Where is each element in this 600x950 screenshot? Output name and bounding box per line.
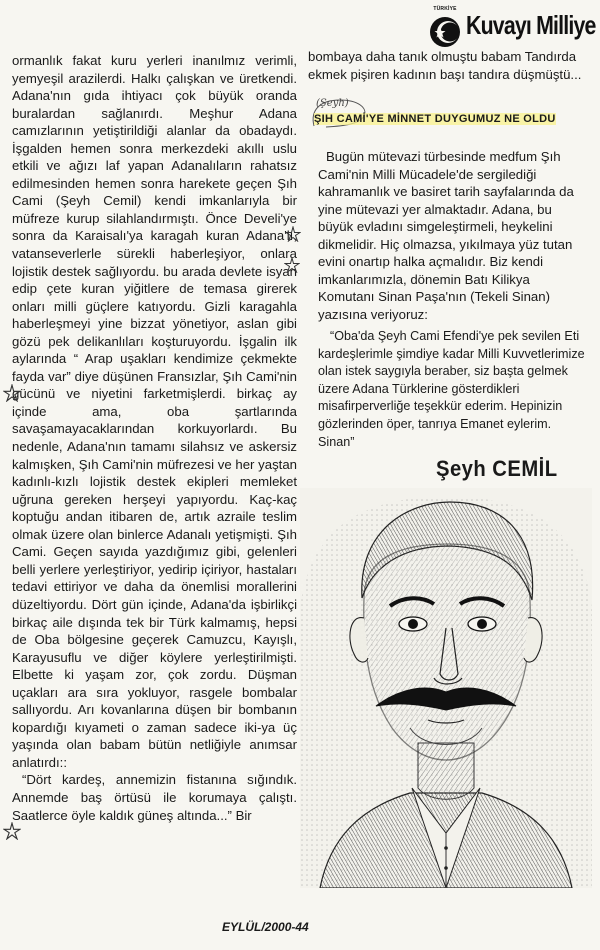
- issue-footer: EYLÜL/2000-44: [222, 920, 309, 934]
- magazine-logo: [428, 6, 462, 50]
- left-paragraph-main: ormanlık fakat kuru yerleri inanılmız verimli, yemyeşil arazilerdi. Halkı çalışkan ve üretkendi. Adana'nın gıda ihtiyacı çok büyük oranda buralardan sağlanırdı. Meşhur Adana camızlarının yetiştirildiği alanlar da obadaydı. İşgalden hemen sonra merkezdeki akıllı uslu etkili ve ağızı laf yapan Adanalıların rahatsız edilmesinden hemen sonra harekete geçen Şıh Cami (Şeyh Cemil) kendi imkanlarıyla bir müfreze kurup silahlandırmıştı. Önce Develi'ye sonra da Karaisalı'ya karagah kuran Adana'lı, vatanseverlerle sürekli haberleşiyor, onlara lojistik destek sağlıyordu. bu arada devlete isyan edip çete kuran yiğitlere de temasa girerek onları milli güçlere katıyordu. Gizli karagahla haberleşmeyi yine bizzat yönetiyor, aslan gibi gözü pek delikanlıları koşturuyordu. İşgalin ilk aylarında “ Arap uşakları kendimize çekmekte fayda var” diye düşünen Fransızlar, Şıh Cami'nin gücünü ve niyetini farketmişlerdi. birkaç ay içinde ama, oba şartlarında savaşamayacaklarından korkuyorlardı. Bu nedenle, Adana'nın tamamı silahsız ve askersiz kalmışken, Şıh Cami'nin müfrezesi ve her yaştan kadınlı-kızlı lojistik destek ekipleri memleket uğruna gereken herşeyi yapıyordu. Kaç-kaç koptuğu andan itibaren de, artık azraile teslim olmak üzere olan binlerce Adanalı yetişmişti. Şıh Cami. Geçen sayıda yazdığımız gibi, gelenleri belli yerlere yerleştiriyor, yedirip içiriyor, hastaları tedavi ettiriyor ve daha da önemlisi morallerini düzeltiyordu. Dört gün içinde, Adana'da işbirlikçi birkaç aile dışında tek bir Türk kalmamış, hepsi de Oba bölgesine geçerek Camuzcu, Kayışlı, Karayusuflu ve diğer köylere yerleştirilmişti. Elbette ki yaşam zor, çok zordu. Düşman uçakları ara sıra yokluyor, rasgele bombalar sallıyordu. Arı kovanlarına düşen bir bombanın kopardığı kıyameti o zaman sadece iki-ya üç yaşında olan babam bütün netliğiyle anımsar anlatırdı::: [12, 53, 297, 770]
- pen-star-mark-1: [285, 226, 301, 242]
- left-paragraph-quote: “Dört kardeş, annemizin fistanına sığındık. Annemde baş örtüsü ile korumaya çalıştı. Saatlerce öyle kaldık güneş altında...” Bir: [12, 772, 297, 823]
- handwritten-note: (Şeyh): [316, 98, 349, 109]
- pen-star-mark-2: [284, 257, 300, 273]
- right-body-text: Bugün mütevazi türbesinde medfum Şıh Cami'nin Milli Mücadele'de sergilediği kahramanlık ve basiret tarih sayfalarında da yine mütevazi yer almaktadır. Adana, bu büyük evladını simgeleştirmeli, heykelini dikmelidir. Hiç olmazsa, yıkılmaya yüz tutan evini onartıp halka açmalıdır. Biz kendi imkanlarımızla, dönemin Batı Kilikya Komutanı Sinan Paşa'nın (Tekeli Sinan) yazısına veriyoruz:: [318, 149, 574, 322]
- right-continuation: bombaya daha tanık olmuştu babam Tandırda ekmek pişiren kadının başı tandıra düşmüştü...: [308, 49, 582, 82]
- portrait-caption: Şeyh CEMİL: [436, 456, 558, 481]
- subheading-text: ŞIH CAMİ'YE MİNNET DUYGUMUZ NE OLDU: [314, 113, 556, 125]
- logo-badge-label: TÜRKİYE: [433, 6, 457, 12]
- pen-star-mark-3: [3, 384, 21, 402]
- masthead: [428, 6, 596, 54]
- sinan-quote: “Oba'da Şeyh Cami Efendi'ye pek sevilen Eti kardeşlerimle şimdiye kadar Milli Kuvvetlerimize olan istek saygıyla beraber, siz başta gelmek üzere Adana Türklerine gösterdikleri misafirperverliğe teşekkür ederim. Hepinizin gözlerinden öper, tanrıya Emanet eylerim. Sinan”: [318, 329, 585, 449]
- portrait-image: [300, 488, 592, 888]
- section-subheading: [306, 96, 594, 136]
- pen-star-mark-4: [3, 822, 21, 840]
- left-column-text: [12, 52, 297, 824]
- magazine-title: Kuvayı Milliye: [466, 10, 596, 40]
